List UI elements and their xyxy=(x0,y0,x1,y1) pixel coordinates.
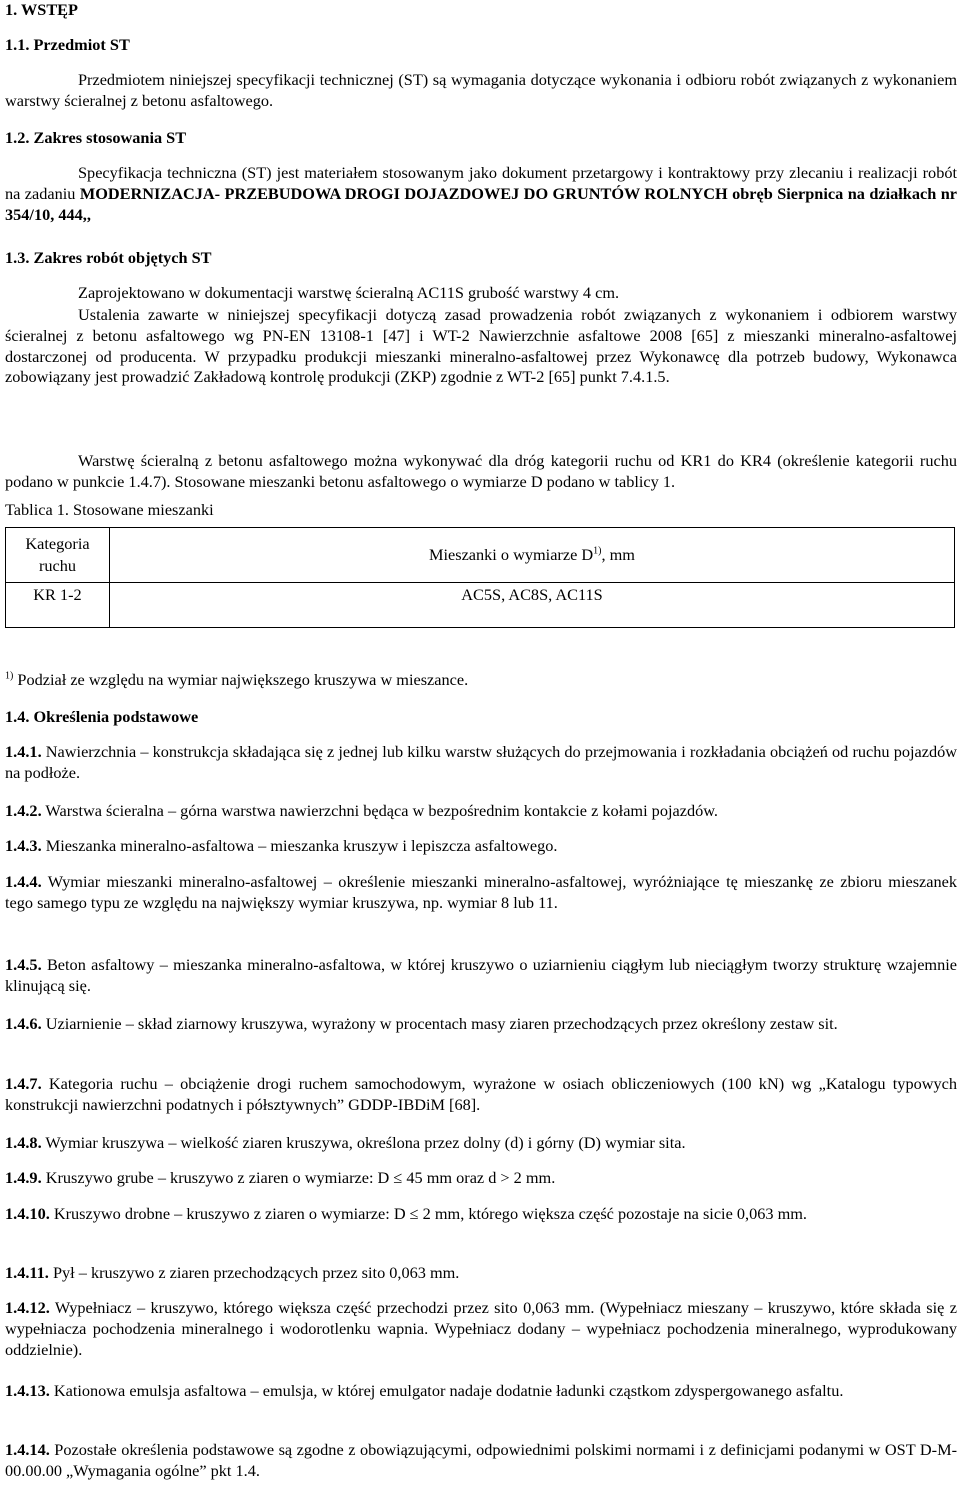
project-name: MODERNIZACJA- PRZEBUDOWA DROGI DOJAZDOWEJ DO GRUNTÓW ROLNYCH obręb Sierpnica na działkach nr 354/10, 444,, xyxy=(5,183,957,224)
definition-1-4-6: 1.4.6. Uziarnienie – skład ziarnowy kruszywa, wyrażony w procentach masy ziaren przechodzących przez określony zestaw sit. xyxy=(5,1014,838,1033)
paragraph-1-2 xyxy=(5,163,957,225)
paragraph-1-2-plain: Specyfikacja techniczna (ST) jest materiałem stosowanym jako dokument przetargowy i kontraktowy przy zlecaniu i realizacji robót na zadaniu xyxy=(5,163,957,203)
table-caption: Tablica 1. Stosowane mieszanki xyxy=(5,500,214,519)
definition-1-4-14: 1.4.14. Pozostałe określenia podstawowe są zgodne z obowiązującymi, odpowiednimi polskimi normami i z definicjami podanymi w OST D-M-00.00.00 „Wymagania ogólne” pkt 1.4. xyxy=(5,1440,957,1480)
definition-1-4-3: 1.4.3. Mieszanka mineralno-asfaltowa – mieszanka kruszyw i lepiszcza asfaltowego. xyxy=(5,836,558,855)
definition-1-4-12: 1.4.12. Wypełniacz – kruszywo, którego większa część przechodzi przez sito 0,063 mm. (Wypełniacz mieszany – kruszywo, które składa się z wypełniacza pochodzenia mineralnego i wodorotlenku wapnia. Wypełniacz dodany – wypełniacz pochodzenia mineralnego, wyprodukowany oddzielnie). xyxy=(5,1298,957,1359)
definition-1-4-11: 1.4.11. Pył – kruszywo z ziaren przechodzących przez sito 0,063 mm. xyxy=(5,1263,460,1282)
table-cell-mixtures: AC5S, AC8S, AC11S xyxy=(110,583,955,607)
definition-1-4-7: 1.4.7. Kategoria ruchu – obciążenie drogi ruchem samochodowym, wyrażone w osiach obliczeniowych (100 kN) wg „Katalogu typowych konstrukcji nawierzchni podatnych i półsztywnych” GDDP-IBDiM [68]. xyxy=(5,1074,957,1114)
paragraph-1-3-b: Ustalenia zawarte w niniejszej specyfikacji dotyczą zasad prowadzenia robót związanych z wykonaniem i odbiorem warstwy ścieralnej z betonu asfaltowego wg PN-EN 13108-1 [47] i WT-2 Nawierzchnie asfaltowe 2008 [65] z mieszanki mineralno-asfaltowej dostarczonej od producenta. W przypadku produkcji mieszanki mineralno-asfaltowej przez Wykonawcę dla potrzeb budowy, Wykonawca zobowiązany jest prowadzić Zakładową kontrolę produkcji (ZKP) zgodnie z WT-2 [65] punkt 7.4.1.5. xyxy=(5,305,957,387)
definition-1-4-1: 1.4.1. Nawierzchnia – konstrukcja składająca się z jednej lub kilku warstw służących do przejmowania i rozkładania obciążeń od ruchu pojazdów na podłoże. xyxy=(5,742,957,782)
heading-1-3: 1.3. Zakres robót objętych ST xyxy=(5,248,212,267)
definition-1-4-4: 1.4.4. Wymiar mieszanki mineralno-asfaltowej – określenie mieszanki mineralno-asfaltowej, wyróżniające tę mieszankę ze zbioru mieszanek tego samego typu ze względu na największy wymiar kruszywa, np. wymiar 8 lub 11. xyxy=(5,872,957,912)
table-footnote: $^{1)}$ Podział ze względu na wymiar największego kruszywa w mieszance. xyxy=(5,670,469,689)
table-header-category: Kategoria ruchu xyxy=(6,528,110,583)
table-header-mixtures: Mieszanki o wymiarze $D^{1)}$, mm xyxy=(110,528,955,583)
mixtures-table xyxy=(5,527,955,628)
table-cell-category: KR 1-2 xyxy=(6,583,110,607)
definition-1-4-5: 1.4.5. Beton asfaltowy – mieszanka mineralno-asfaltowa, w której kruszywo o uziarnieniu ciągłym lub nieciągłym tworzy strukturę wzajemnie klinującą się. xyxy=(5,955,957,995)
heading-1-4: 1.4. Określenia podstawowe xyxy=(5,707,199,726)
heading-1-1: 1.1. Przedmiot ST xyxy=(5,35,130,54)
definition-1-4-10: 1.4.10. Kruszywo drobne – kruszywo z ziaren o wymiarze: D ≤ 2 mm, którego większa część pozostaje na sicie 0,063 mm. xyxy=(5,1204,807,1223)
table-cell-empty xyxy=(110,607,955,628)
paragraph-1-3-a: Zaprojektowano w dokumentacji warstwę ścieralną AC11S grubość warstwy 4 cm. xyxy=(78,283,620,302)
heading-1-2: 1.2. Zakres stosowania ST xyxy=(5,128,187,147)
definition-1-4-13: 1.4.13. Kationowa emulsja asfaltowa – emulsja, w której emulgator nadaje dodatnie ładunki cząstkom zdyspergowanego asfaltu. xyxy=(5,1381,844,1400)
heading-wstep: 1. WSTĘP xyxy=(5,0,78,19)
definition-1-4-2: 1.4.2. Warstwa ścieralna – górna warstwa nawierzchni będąca w bezpośrednim kontakcie z kołami pojazdów. xyxy=(5,801,718,820)
table-cell-empty xyxy=(6,607,110,628)
definition-1-4-9: 1.4.9. Kruszywo grube – kruszywo z ziaren o wymiarze: D ≤ 45 mm oraz d > 2 mm. xyxy=(5,1168,556,1187)
definition-1-4-8: 1.4.8. Wymiar kruszywa – wielkość ziaren kruszywa, określona przez dolny (d) i górny (D) wymiar sita. xyxy=(5,1133,686,1152)
paragraph-1-1: Przedmiotem niniejszej specyfikacji technicznej (ST) są wymagania dotyczące wykonania i odbioru robót związanych z wykonaniem warstwy ścieralnej z betonu asfaltowego. xyxy=(5,70,957,110)
paragraph-1-3-c: Warstwę ścieralną z betonu asfaltowego można wykonywać dla dróg kategorii ruchu od KR1 do KR4 (określenie kategorii ruchu podano w punkcie 1.4.7). Stosowane mieszanki betonu asfaltowego o wymiarze D podano w tablicy 1. xyxy=(5,451,957,491)
